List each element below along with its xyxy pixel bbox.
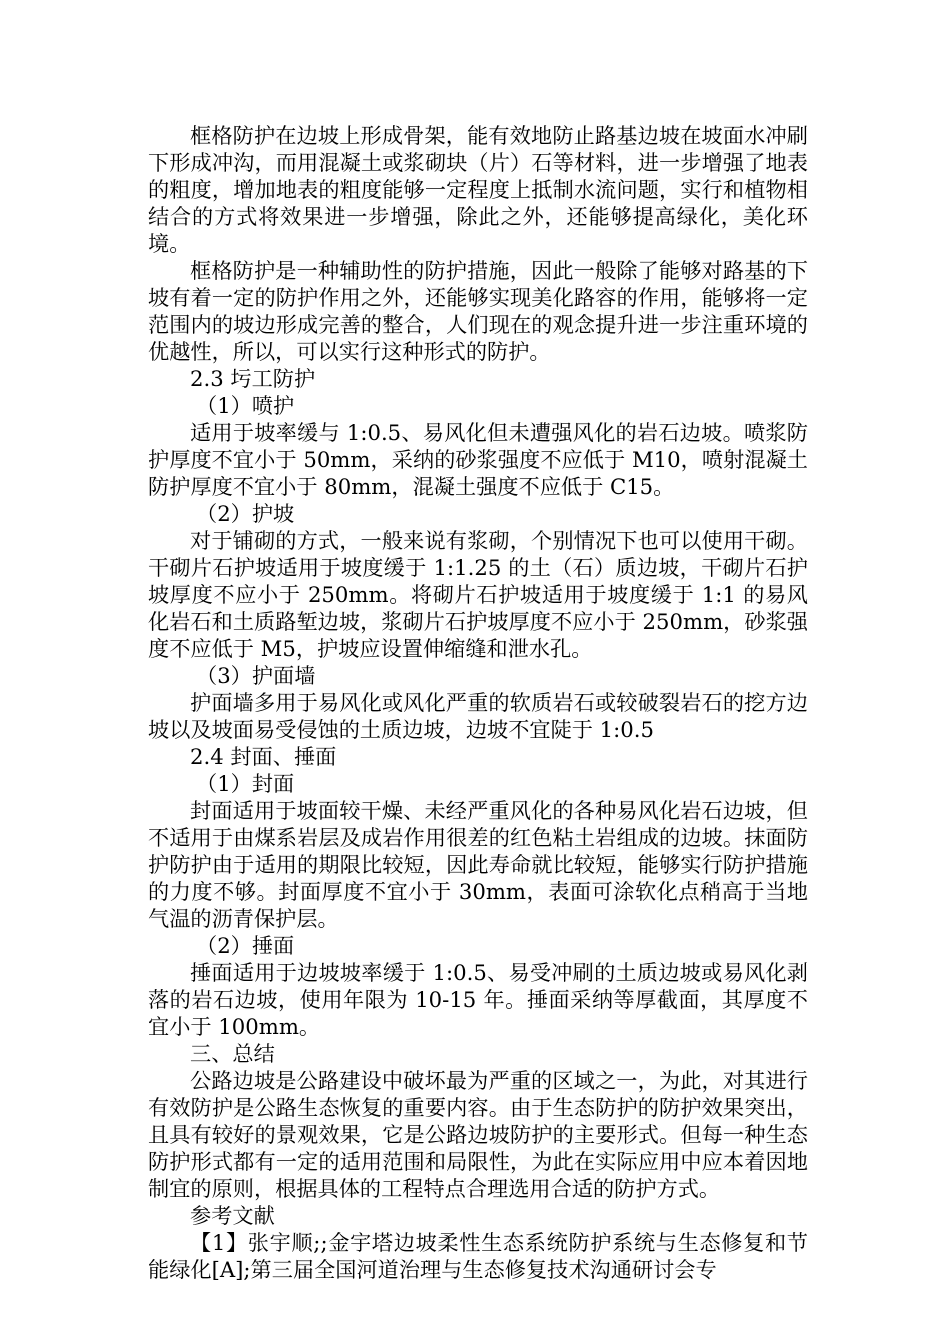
subheading-sealing: （1）封面 <box>196 771 295 796</box>
section-heading-summary: 三、总结 <box>190 1041 275 1066</box>
subheading-spray: （1）喷护 <box>196 393 295 418</box>
paragraph-tamping: 捶面适用于边坡坡率缓于 1:0.5、易受冲刷的土质边坡或易风化剥落的岩石边坡，使用年限为 10-15 年。捶面采纳等厚截面，其厚度不宜小于 100mm。 <box>148 960 808 1039</box>
paragraph-sealing: 封面适用于坡面较干燥、未经严重风化的各种易风化岩石边坡，但不适用于由煤系岩层及成岩作用很差的红色粘土岩组成的边坡。抹面防护防护由于适用的期限比较短，因此寿命就比较短，能够实行防护措施的力度不够。封面厚度不宜小于 30mm，表面可涂软化点稍高于当地气温的沥青保护层。 <box>148 798 808 931</box>
document-body <box>148 122 808 1283</box>
section-heading-2-3: 2.3 圬工防护 <box>190 366 316 391</box>
paragraph-frame-protection-2: 框格防护是一种辅助性的防护措施，因此一般除了能够对路基的下坡有着一定的防护作用之外，还能够实现美化路容的作用，能够将一定范围内的坡边形成完善的整合，人们现在的观念提升进一步注重环境的优越性，所以，可以实行这种形式的防护。 <box>148 258 808 364</box>
paragraph-spray: 适用于坡率缓与 1:0.5、易风化但未遭强风化的岩石边坡。喷浆防护厚度不宜小于 50mm，采纳的砂浆强度不应低于 M10，喷射混凝土防护厚度不宜小于 80mm，混凝土强度不应低于 C15。 <box>148 420 808 499</box>
subheading-tamping: （2）捶面 <box>196 933 295 958</box>
paragraph-face-wall: 护面墙多用于易风化或风化严重的软质岩石或较破裂岩石的挖方边坡以及坡面易受侵蚀的土质边坡，边坡不宜陡于 1:0.5 <box>148 690 808 742</box>
paragraph-frame-protection-1: 框格防护在边坡上形成骨架，能有效地防止路基边坡在坡面水冲刷下形成冲沟，而用混凝土或浆砌块（片）石等材料，进一步增强了地表的粗度，增加地表的粗度能够一定程度上抵制水流问题，实行和植物相结合的方式将效果进一步增强，除此之外，还能够提高绿化，美化环境。 <box>148 123 808 256</box>
section-heading-references: 参考文献 <box>190 1203 275 1228</box>
subheading-face-wall: （3）护面墙 <box>196 663 316 688</box>
reference-item-1: 【1】张宇顺;;金宇塔边坡柔性生态系统防护系统与生态修复和节能绿化[A];第三届全国河道治理与生态修复技术沟通研讨会专 <box>148 1230 808 1282</box>
paragraph-slope-protection: 对于铺砌的方式，一般来说有浆砌，个别情况下也可以使用干砌。干砌片石护坡适用于坡度缓于 1:1.25 的土（石）质边坡，干砌片石护坡厚度不应小于 250mm。将砌片石护坡适用于坡度缓于 1:1 的易风化岩石和土质路堑边坡，浆砌片石护坡厚度不应小于 250mm，砂浆强度不应低于 M5，护坡应设置伸缩缝和泄水孔。 <box>148 528 808 661</box>
subheading-slope-protection: （2）护坡 <box>196 501 295 526</box>
section-heading-2-4: 2.4 封面、捶面 <box>190 744 337 769</box>
paragraph-summary: 公路边坡是公路建设中破坏最为严重的区域之一，为此，对其进行有效防护是公路生态恢复的重要内容。由于生态防护的防护效果突出，且具有较好的景观效果，它是公路边坡防护的主要形式。但每一种生态防护形式都有一定的适用范围和局限性，为此在实际应用中应本着因地制宜的原则，根据具体的工程特点合理选用合适的防护方式。 <box>148 1068 808 1201</box>
